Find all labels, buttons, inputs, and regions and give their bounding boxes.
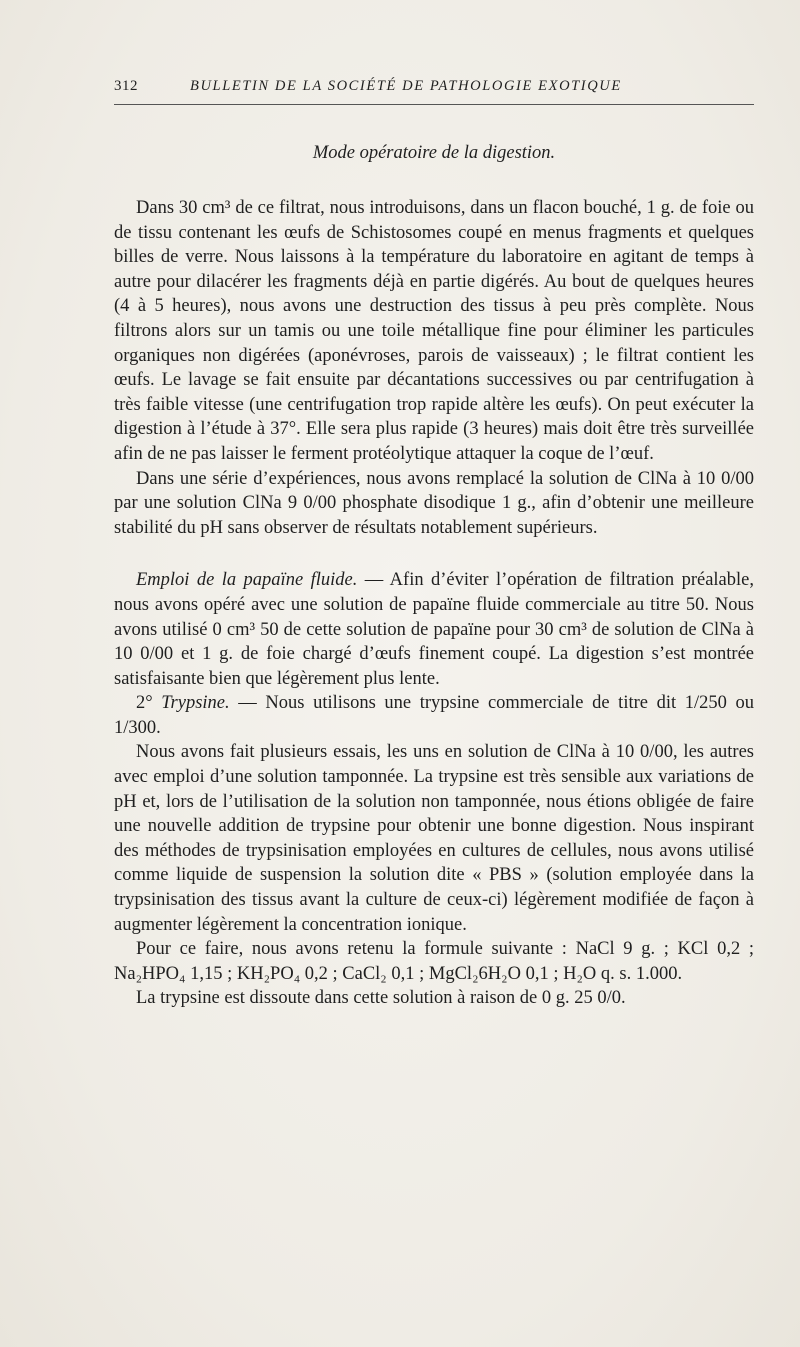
paragraph-trypsin-trials: Nous avons fait plusieurs essais, les uns en solution de ClNa à 10 0/00, les autres avec emploi d’une solution tamponnée. La trypsine est très sensible aux variations de pH et, lors de l’utilisation de la solution non tamponnée, nous étions obligée de faire une nouvelle addition de trypsine pour obtenir une bonne digestion. Nous inspirant des méthodes de trypsinisation employées en cultures de cellules, nous avons utilisé comme liquide de suspension la solution dite « PBS » (solution employée dans la trypsinisation des tissus avant la culture de ceux-ci) légèrement modifiée de façon à augmenter légèrement la concentration ionique. [114, 742, 754, 935]
section-title: Mode opératoire de la digestion. [312, 143, 556, 163]
trypsin-heading: Trypsine. [161, 693, 230, 714]
paragraph-trypsin [114, 691, 754, 740]
paragraph-formula: Pour ce faire, nous avons retenu la formule suivante : NaCl 9 g. ; KCl 0,2 ; Na₂HPO₄ 1,15 ; KH₂PO₄ 0,2 ; CaCl₂ 0,1 ; MgCl₂6H₂O 0,1 ; H₂O q. s. 1.000. [114, 939, 754, 984]
page-number: 312 [114, 78, 138, 94]
paragraph-digestion-procedure: Dans 30 cm³ de ce filtrat, nous introduisons, dans un flacon bouché, 1 g. de foie ou de tissu contenant les œufs de Schistosomes coupé en menus fragments et quelques billes de verre. Nous laissons à la température du laboratoire en agitant de temps à autre pour dilacérer les fragments déjà en partie digérés. Au bout de quelques heures (4 à 5 heures), nous avons une destruction des tissus à peu près complète. Nous filtrons alors sur un tamis ou une toile métallique fine pour éliminer les particules organiques non digérées (aponévroses, parois de vaisseaux) ; le filtrat contient les œufs. Le lavage se fait ensuite par décantations successives ou par centrifugation à très faible vitesse (une centrifugation trop rapide altère les œufs). On peut exécuter la digestion à l’étude à 37°. Elle sera plus rapide (3 heures) mais doit être très surveillée afin de ne pas laisser le ferment protéolytique attaquer la coque de l’œuf. [114, 198, 754, 464]
trypsin-number: 2° [136, 693, 162, 714]
header-rule [114, 104, 754, 105]
papain-text: — Afin d’éviter l’opération de filtration préalable, nous avons opéré avec une solution de papaïne fluide commerciale au titre 50. Nous avons utilisé 0 cm³ 50 de cette solution de papaïne pour 30 cm³ de solution de ClNa à 10 0/00 et 1 g. de foie chargé d’œufs finement coupé. La digestion s’est montrée satisfaisante bien que légèrement plus lente. [114, 570, 754, 689]
trypsin-text: — Nous utilisons une trypsine commerciale de titre dit 1/250 ou 1/300. [114, 693, 755, 738]
running-title: BULLETIN DE LA SOCIÉTÉ DE PATHOLOGIE EXOTIQUE [190, 78, 622, 94]
paragraph-papain [114, 568, 754, 691]
paragraph-buffered-solution: Dans une série d’expériences, nous avons remplacé la solution de ClNa à 10 0/00 par une solution ClNa 9 0/00 phosphate disodique 1 g., afin d’obtenir une meilleure stabilité du pH sans observer de résultats notablement supérieurs. [114, 468, 754, 538]
article-body [114, 140, 754, 1011]
papain-heading: Emploi de la papaïne fluide. [136, 570, 358, 591]
running-header [114, 78, 754, 100]
paragraph-dissolution: La trypsine est dissoute dans cette solution à raison de 0 g. 25 0/0. [136, 988, 626, 1009]
paragraph-gap [114, 540, 754, 568]
